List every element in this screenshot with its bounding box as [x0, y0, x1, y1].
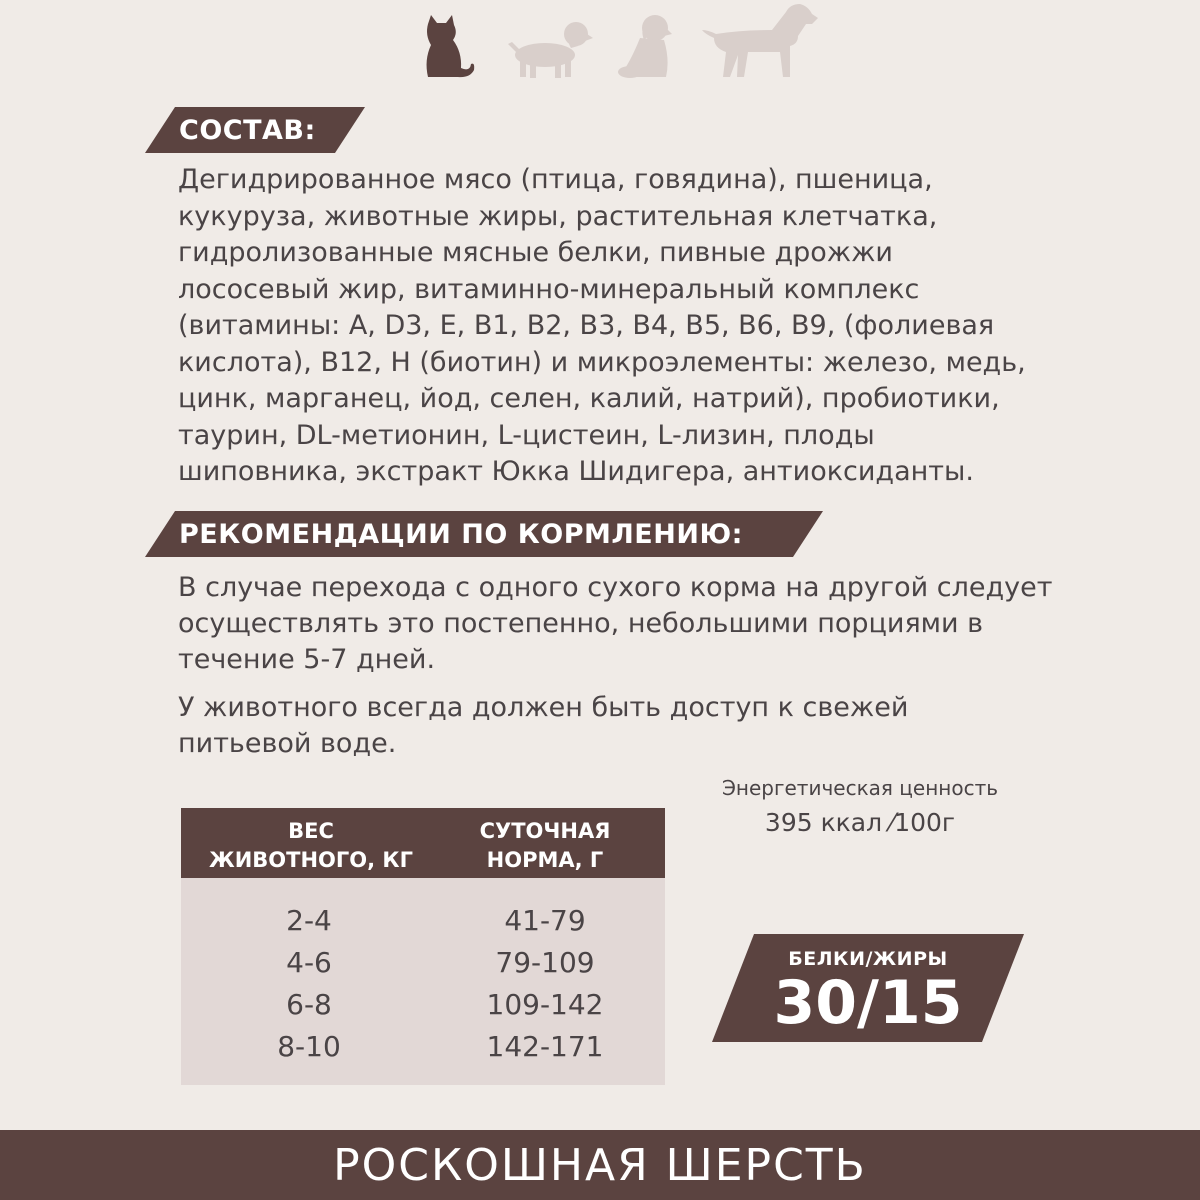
header-line: ВЕС: [288, 819, 334, 843]
table-cell: 142-171: [486, 1030, 604, 1063]
composition-line: гидролизованные мясные белки, пивные дрожжи: [178, 237, 893, 268]
header-line: НОРМА, Г: [486, 848, 604, 872]
feeding-line: питьевой воде.: [178, 728, 397, 759]
table-cell: 2-4: [286, 904, 332, 937]
footer-title: РОСКОШНАЯ ШЕРСТЬ: [333, 1140, 867, 1191]
composition-line: лососевый жир, витаминно-минеральный комплекс: [178, 273, 920, 305]
feeding-line: В случае перехода с одного сухого корма на другой следует: [178, 572, 1053, 603]
puppy-icon: [508, 22, 593, 78]
composition-line: таурин, DL-метионин, L-цистеин, L-лизин, плоды: [178, 419, 875, 451]
table-cell: 4-6: [286, 946, 332, 979]
header-line: СУТОЧНАЯ: [479, 819, 611, 843]
weight-column: [209, 900, 409, 1068]
table-cell: 8-10: [277, 1030, 341, 1063]
composition-line: кукуруза, животные жиры, растительная клетчатка,: [178, 200, 938, 232]
feeding-paragraph-2: [178, 690, 908, 762]
feeding-table: [181, 808, 665, 1085]
feeding-line: У животного всегда должен быть доступ к свежей: [178, 692, 909, 723]
weight-column-header: [191, 817, 431, 875]
composition-line: (витамины: A, D3, E, B1, B2, B3, B4, B5, B6, B9, (фолиевая: [178, 310, 995, 341]
protein-fat-value: 30/15: [773, 968, 963, 1038]
composition-text: [178, 162, 1026, 491]
feeding-line: осуществлять это постепенно, небольшими порциями в: [178, 608, 984, 639]
feeding-heading: [145, 511, 823, 557]
table-cell: 109-142: [486, 988, 604, 1021]
protein-fat-label: БЕЛКИ/ЖИРЫ: [788, 948, 948, 970]
table-cell: 79-109: [495, 946, 595, 979]
composition-line: кислота), B12, H (биотин) и микроэлементы: железо, медь,: [178, 346, 1026, 378]
large-dog-icon: [702, 4, 818, 77]
table-cell: 41-79: [504, 904, 586, 937]
composition-heading: [145, 107, 365, 153]
sitting-puppy-icon: [618, 15, 672, 78]
composition-line: шиповника, экстракт Юкка Шидигера, антиоксиданты.: [178, 456, 974, 487]
animal-icons: [0, 0, 1200, 90]
composition-line: цинк, марганец, йод, селен, калий, натрий), пробиотики,: [178, 383, 1000, 414]
feeding-line: течение 5-7 дней.: [178, 644, 436, 675]
footer-banner: [0, 1130, 1200, 1200]
energy-value-block: [700, 776, 1020, 837]
composition-title: СОСТАВ:: [179, 114, 316, 146]
energy-value: 395 ккал ⁄100г: [764, 808, 956, 837]
energy-label: Энергетическая ценность: [721, 776, 999, 800]
composition-line: Дегидрированное мясо (птица, говядина), пшеница,: [178, 164, 933, 195]
feeding-paragraph-1: [178, 570, 1052, 678]
table-cell: 6-8: [286, 988, 332, 1021]
norm-column: [445, 900, 645, 1068]
protein-fat-badge: [712, 934, 1024, 1042]
table-header: [181, 808, 665, 878]
norm-column-header: [425, 817, 665, 875]
feeding-title: РЕКОМЕНДАЦИИ ПО КОРМЛЕНИЮ:: [179, 518, 743, 550]
cat-icon: [427, 15, 475, 77]
header-line: ЖИВОТНОГО, КГ: [209, 848, 413, 872]
